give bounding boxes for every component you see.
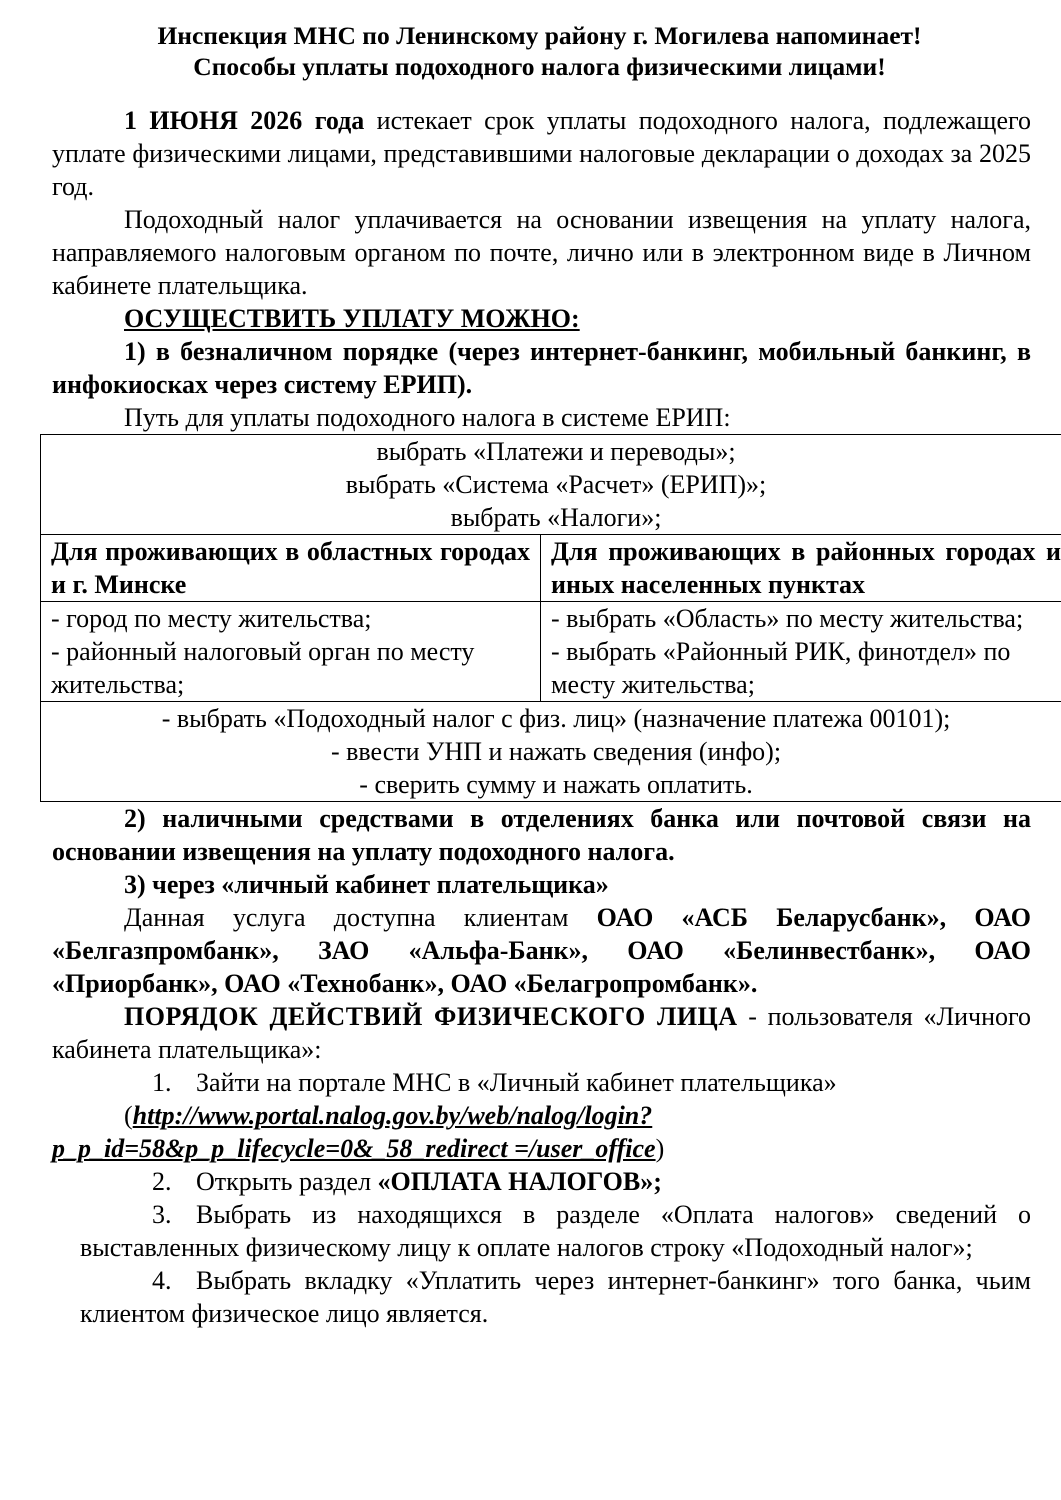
table-top-line: выбрать «Платежи и переводы»; xyxy=(376,437,736,466)
step-number: 1. xyxy=(152,1068,172,1097)
list-item: - выбрать «Районный РИК, финотдел» по месту жительства; xyxy=(551,637,1011,699)
header-title-line1: Инспекция МНС по Ленинскому району г. Могилева напоминает! xyxy=(157,21,922,50)
step-number: 2. xyxy=(152,1167,172,1196)
table-right-header xyxy=(541,535,1061,602)
step-text: Зайти на портале МНС в «Личный кабинет плательщика» xyxy=(196,1068,837,1097)
section-heading: ОСУЩЕСТВИТЬ УПЛАТУ МОЖНО: xyxy=(124,304,580,333)
table-bottom-line: - выбрать «Подоходный налог с физ. лиц» (назначение платежа 00101); xyxy=(161,704,951,733)
procedure-heading: ПОРЯДОК ДЕЙСТВИЙ ФИЗИЧЕСКОГО ЛИЦА xyxy=(124,1002,738,1031)
erip-path-table xyxy=(40,434,1061,802)
header-title-line2: Способы уплаты подоходного налога физическими лицами! xyxy=(193,52,886,81)
step-text: Выбрать из находящихся в разделе «Оплата налогов» сведений о выставленных физическому лицу к оплате налогов строку «Подоходный налог»; xyxy=(80,1200,1031,1262)
step-3 xyxy=(52,1198,1031,1264)
step-text: Открыть раздел xyxy=(196,1167,378,1196)
link-paren-open: ( xyxy=(124,1101,133,1130)
table-left-header xyxy=(41,535,541,602)
procedure-text: - пользователя «Личного кабинета плательщика»: xyxy=(52,1002,1032,1064)
method-3-paragraph: 3) через «личный кабинет плательщика» xyxy=(124,870,609,899)
table-right-items xyxy=(541,602,1061,702)
deadline-date: 1 ИЮНЯ 2026 года xyxy=(124,106,365,135)
table-bottom-cell xyxy=(41,702,1061,802)
service-banks: ОАО «АСБ Беларусбанк», ОАО «Белгазпромбанк», ЗАО «Альфа-Банк», ОАО «Белинвестбанк», ОАО «Приорбанк», ОАО «Технобанк», ОАО «Белагропромбанк». xyxy=(52,903,1032,998)
portal-link-paragraph xyxy=(52,1099,1031,1165)
intro-basis-paragraph: Подоходный налог уплачивается на основании извещения на уплату налога, направляемого налоговым органом по почте, лично или в электронном виде в Личном кабинете плательщика. xyxy=(52,205,1031,300)
link-paren-close: ) xyxy=(655,1134,665,1163)
left-header-text: Для проживающих в областных городах и г. Минске xyxy=(51,537,530,599)
deadline-text: истекает срок уплаты подоходного налога, подлежащего уплате физическими лицами, представившими налоговые декларации о доходах за 2025 год. xyxy=(52,106,1032,201)
step-4 xyxy=(52,1264,1031,1330)
intro-deadline-paragraph xyxy=(52,104,1031,203)
portal-login-link[interactable]: http://www.portal.nalog.gov.by/web/nalog/login?p_p_id=58&p_p_lifecycle=0&_58_redirect =/user_office xyxy=(52,1101,656,1163)
table-left-items xyxy=(41,602,541,702)
table-top-cell xyxy=(41,435,1061,535)
step-2 xyxy=(52,1165,1031,1198)
step-number: 4. xyxy=(152,1266,172,1295)
method-2-paragraph: 2) наличными средствами в отделениях банка или почтовой связи на основании извещения на уплату подоходного налога. xyxy=(52,804,1031,866)
table-top-line: выбрать «Система «Расчет» (ЕРИП)»; xyxy=(345,470,767,499)
step-text: Выбрать вкладку «Уплатить через интернет-банкинг» того банка, чьим клиентом физическое лицо является. xyxy=(80,1266,1031,1328)
list-item: - выбрать «Область» по месту жительства; xyxy=(551,604,1024,633)
table-top-line: выбрать «Налоги»; xyxy=(450,503,662,532)
list-item: - районный налоговый орган по месту жительства; xyxy=(51,637,475,699)
list-item: - город по месту жительства; xyxy=(51,604,372,633)
table-bottom-line: - сверить сумму и нажать оплатить. xyxy=(359,770,753,799)
procedure-paragraph xyxy=(52,1000,1031,1066)
service-paragraph xyxy=(52,901,1031,1000)
method-1-paragraph: 1) в безналичном порядке (через интернет-банкинг, мобильный банкинг, в инфокиосках через систему ЕРИП). xyxy=(52,337,1031,399)
right-header-text: Для проживающих в районных городах и иных населенных пунктах xyxy=(551,537,1061,599)
erip-path-caption: Путь для уплаты подоходного налога в системе ЕРИП: xyxy=(124,403,731,432)
step-bold-text: «ОПЛАТА НАЛОГОВ»; xyxy=(377,1167,662,1196)
table-bottom-line: - ввести УНП и нажать сведения (инфо); xyxy=(330,737,782,766)
step-number: 3. xyxy=(152,1200,172,1229)
service-lead: Данная услуга доступна клиентам xyxy=(124,903,597,932)
step-1 xyxy=(52,1066,1031,1099)
